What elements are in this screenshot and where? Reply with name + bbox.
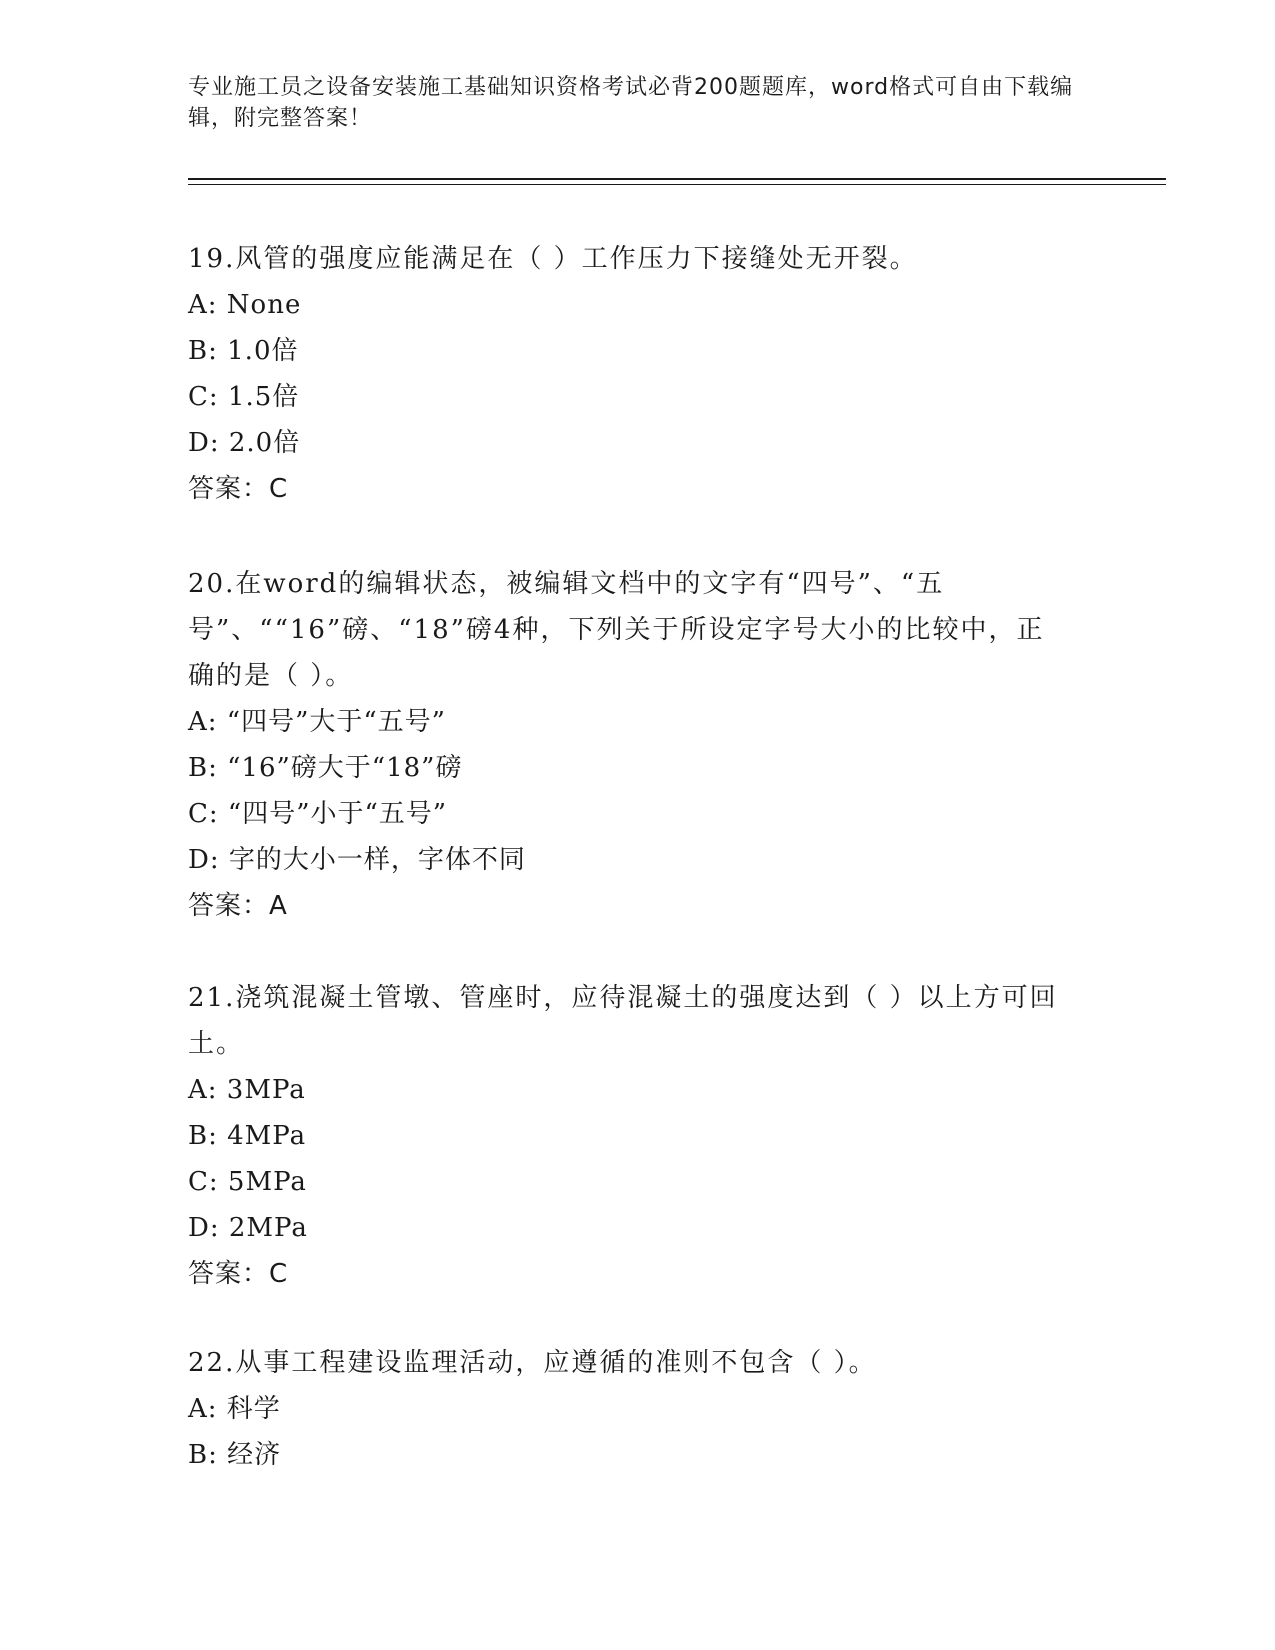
- question-20: [188, 561, 1068, 929]
- question-stem: 19.风管的强度应能满足在（ ）工作压力下接缝处无开裂。: [188, 244, 918, 274]
- header-divider-thin: [188, 184, 1166, 185]
- answer: 答案：A: [188, 891, 288, 921]
- option-d: D: 2.0倍: [188, 428, 301, 458]
- option-c: C: 5MPa: [188, 1167, 307, 1197]
- option-d: D: 2MPa: [188, 1213, 308, 1243]
- question-19: [188, 236, 1068, 512]
- option-b: B: 1.0倍: [188, 336, 299, 366]
- option-a: A: 3MPa: [188, 1075, 306, 1105]
- question-22: [188, 1340, 1068, 1478]
- option-a: A: “四号”大于“五号”: [188, 707, 446, 737]
- question-stem: 20.在word的编辑状态，被编辑文档中的文字有“四号”、“五号”、““16”磅、“18”磅4种，下列关于所设定字号大小的比较中，正确的是（ ）。: [188, 569, 1045, 691]
- option-a: A: None: [188, 290, 302, 320]
- question-21: [188, 975, 1068, 1297]
- header-divider-thick: [188, 178, 1166, 180]
- answer: 答案：C: [188, 1259, 289, 1289]
- document-header: 专业施工员之设备安装施工基础知识资格考试必背200题题库，word格式可自由下载编辑，附完整答案！: [188, 75, 1074, 131]
- option-a: A: 科学: [188, 1394, 281, 1424]
- option-c: C: 1.5倍: [188, 382, 300, 412]
- option-b: B: 4MPa: [188, 1121, 307, 1151]
- question-stem: 22.从事工程建设监理活动，应遵循的准则不包含（ ）。: [188, 1348, 877, 1378]
- option-c: C: “四号”小于“五号”: [188, 799, 448, 829]
- question-stem: 21.浇筑混凝土管墩、管座时，应待混凝土的强度达到（ ）以上方可回土。: [188, 983, 1058, 1059]
- option-b: B: “16”磅大于“18”磅: [188, 753, 463, 783]
- option-d: D: 字的大小一样，字体不同: [188, 845, 526, 875]
- option-b: B: 经济: [188, 1440, 282, 1470]
- answer: 答案：C: [188, 474, 289, 504]
